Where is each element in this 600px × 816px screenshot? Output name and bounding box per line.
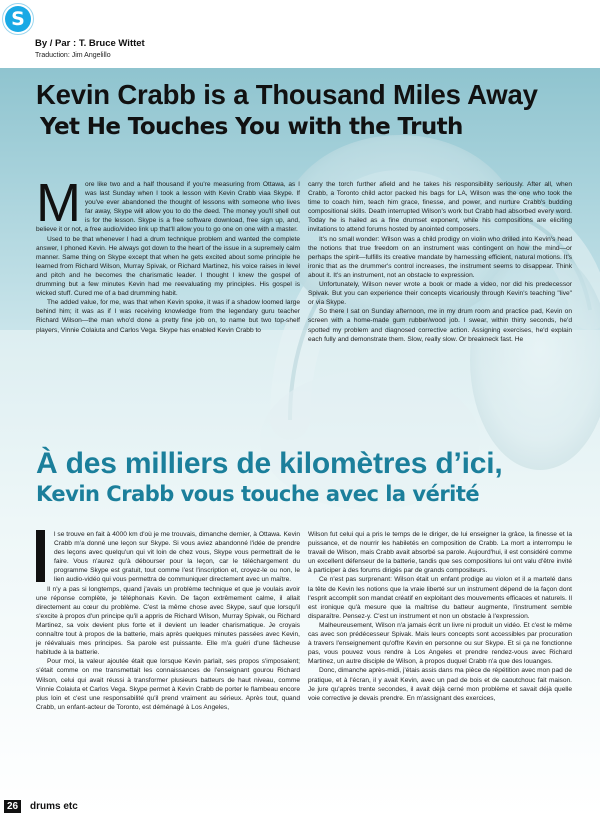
author-byline: By / Par : T. Bruce Wittet bbox=[35, 38, 145, 49]
paragraph: Ce n'est pas surprenant: Wilson était un enfant prodige au violon et il a martelé dans la tête de Kevin les notions que la vraie liberté sur un instrument dépend de la façon dont l'esprit accomplit son mandat créatif en exploitant des mouvements efficaces et naturels. Il est ironique qu'à mesure que la maîtrise du batteur augmente, l'instrument semble disparaître. Pensez-y. C'est un instrument et non un obstacle à l'expression. bbox=[308, 576, 572, 620]
french-column-left bbox=[36, 530, 300, 712]
publication-name: drums etc bbox=[30, 801, 78, 812]
paragraph: Wilson fut celui qui a pris le temps de le diriger, de lui enseigner la grâce, la finesse et la puissance, et de nourrir les habiletés en composition de Crabb. La mort a interrompu le travail de Wilson, mais Crabb avait absorbé sa parole. Aujourd'hui, il est considéré comme un excellent défenseur de la batterie, tandis que ses compositions lui ont valu d'être invité à participer à des forums dirigés par de grands compositeurs. bbox=[308, 531, 572, 575]
paragraph bbox=[36, 530, 300, 585]
skype-logo: S bbox=[5, 6, 31, 32]
paragraph: Used to be that whenever I had a drum technique problem and wanted the complete answer, I phoned Kevin. He always got down to the heart of the issue in a supremely calm manner. Same thing on Skype except that when he gets excited about some principle he learned from Richard Wilson, Murray Spivak, or Richard Martinez, his voice raises in level and pitch and he becomes the charismatic leader. I thought I knew the gospel of drumming but a few minutes Kevin had me reevaluating my principles. His gospel is wicked stuff. Cured me of a bad drumming habit. bbox=[36, 235, 300, 298]
page-footer bbox=[0, 799, 600, 816]
paragraph: Donc, dimanche après-midi, j'étais assis dans ma pièce de répétition avec mon pad de pratique, et à l'écran, il y avait Kevin, avec un pad de bois et de caoutchouc fait maison. Je jure qu'après trente secondes, il avait déjà cerné mon problème et savait déjà quelle voie corrective je devais prendre. En m'assignant des exercices, bbox=[308, 667, 572, 702]
french-column-right bbox=[308, 530, 572, 703]
paragraph: carry the torch further afield and he takes his responsibility seriously. After all, when Crabb, a Toronto child actor packed his bags for LA, Wilson was the one who took the time to coach him, teach him grace, finesse, and power, and nurture Crabb's budding compositional skills. Death interrupted Wilson's work but Crabb had absorbed every word. Today he is hailed as a fine drumset exponent, while his compositions are eliciting invitations to attend forums hosted by anointed composers. bbox=[308, 181, 572, 234]
paragraph: ore like two and a half thousand if you're measuring from Ottawa, as I was last Sunday when I took a lesson with Kevin Crabb viaa Skype. If you've ever abandoned the thought of lessons with someone who lives far away, Skype will allow you to do the deed. The money you'll shell out is for the lesson. Skype is a free software download, free sign up, and, believe it or not, a free audio/video link up that'll allow you to go one on one with a master. bbox=[36, 181, 300, 234]
french-dropcap bbox=[36, 530, 45, 582]
paragraph: Unfortunately, Wilson never wrote a book or made a video, nor did his predecessor Spivak. But you can experience their concepts vicariously through Kevin's teaching "live" or via Skype. bbox=[308, 281, 572, 307]
paragraph: Malheureusement, Wilson n'a jamais écrit un livre ni produit un vidéo. Et c'est le même cas avec son prédécesseur Spivak. Mais leurs concepts sont accessibles par procuration à travers l'enseignement qu'offre Kevin en personne ou sur Skype. Et si ça ne fonctionne pas, vous pouvez vous rendre à Los Angeles et prendre rendez-vous avec Richard Martinez, un autre disciple de Wilson, à propos duquel Crabb n'a que des louanges. bbox=[308, 621, 572, 666]
paragraph: The added value, for me, was that when Kevin spoke, it was if a shadow loomed large behind him; it was as if I was receiving knowledge from the legendary guru teacher Richard Wilson—the man who'd done a pretty fine job on, to name but two top-shelf players, Vinnie Colaiuta and Carlos Vega. Skype has enabled Kevin Crabb to bbox=[36, 299, 300, 334]
english-column-right bbox=[308, 180, 572, 344]
english-subheadline: Yet He Touches You with the Truth bbox=[40, 114, 463, 140]
paragraph: Pour moi, la valeur ajoutée était que lorsque Kevin parlait, ses propos s'imposaient; s'était comme on me transmettait les connaissances de l'enseignant gourou Richard Wilson, celui qui avait réussi à transformer plusieurs batteurs de haut niveau, comme Vinnie Colaiuta et Carlos Vega. Skype permet à Kevin Crabb de porter le flambeau encore plus loin et c'est une responsabilité qu'il prend vraiment au sérieux. Après tout, quand Crabb, un enfant-acteur de Toronto, est déménagé à Los Angeles, bbox=[36, 658, 300, 711]
paragraph: It's no small wonder: Wilson was a child prodigy on violin who drilled into Kevin's head the notions that true freedom on an instrument was contingent on how the mind—or perhaps the spirit—fulfills its creative mandate by harnessing efficient, natural motions. It's ironic that as the drummer's control increases, the instrument seems to disappear. Think about it. It's an instrument, not an obstacle to expression. bbox=[308, 235, 572, 279]
english-column-left bbox=[36, 173, 300, 335]
english-dropcap: M bbox=[36, 173, 81, 233]
english-headline: Kevin Crabb is a Thousand Miles Away bbox=[36, 79, 538, 110]
paragraph-text: l se trouve en fait à 4000 km d'où je me trouvais, dimanche dernier, à Ottawa. Kevin Crabb m'a donné une leçon sur Skype. Si vous aviez abandonné l'idée de prendre des leçons avec quelqu'un qui vit loin de chez vous, Skype vous permettrait de le faire. Vous n'aurez qu'à débourser pour la leçon, car le téléchargement du programme Skype est gratuit, tout comme l'est l'inscription et, croyez-le ou non, le lien audio-vidéo qui vous permettra de communiquer directement avec un maître. bbox=[54, 531, 300, 584]
paragraph: So there I sat on Sunday afternoon, me in my drum room and practice pad, Kevin on screen with a home-made gum rubber/wood job. I swear, within thirty seconds, he'd spotted my problem and diagnosed corrective action. Assigning exercises, he'd explain each fully and demonstrate them. Slow, really slow. Or breakneck fast. He bbox=[308, 308, 572, 343]
paragraph: Il n'y a pas si longtemps, quand j'avais un problème technique et que je voulais avoir une réponse complète, je téléphonais Kevin. De façon extrêmement calme, il allait directement au cœur du problème. C'est la même chose avec Skype, sauf que lorsqu'il s'excite à propos d'un principe qu'il a appris de Richard Wilson, Murray Spivak, ou Richard Martinez, sa voix devient plus forte et il devient un leader charismatique. Je croyais connaître tout à propos de la batterie, mais après quelques minutes passées avec Kevin, je réévaluais mes principes. Sa parole est puissante. Elle m'a guéri d'une fâcheuse habitude à la batterie. bbox=[36, 585, 300, 657]
french-headline: À des milliers de kilomètres d’ici, bbox=[36, 447, 503, 480]
translator-credit: Traduction: Jim Angelillo bbox=[35, 52, 111, 59]
page-number: 26 bbox=[4, 800, 21, 813]
french-subheadline: Kevin Crabb vous touche avec la vérité bbox=[36, 482, 480, 506]
